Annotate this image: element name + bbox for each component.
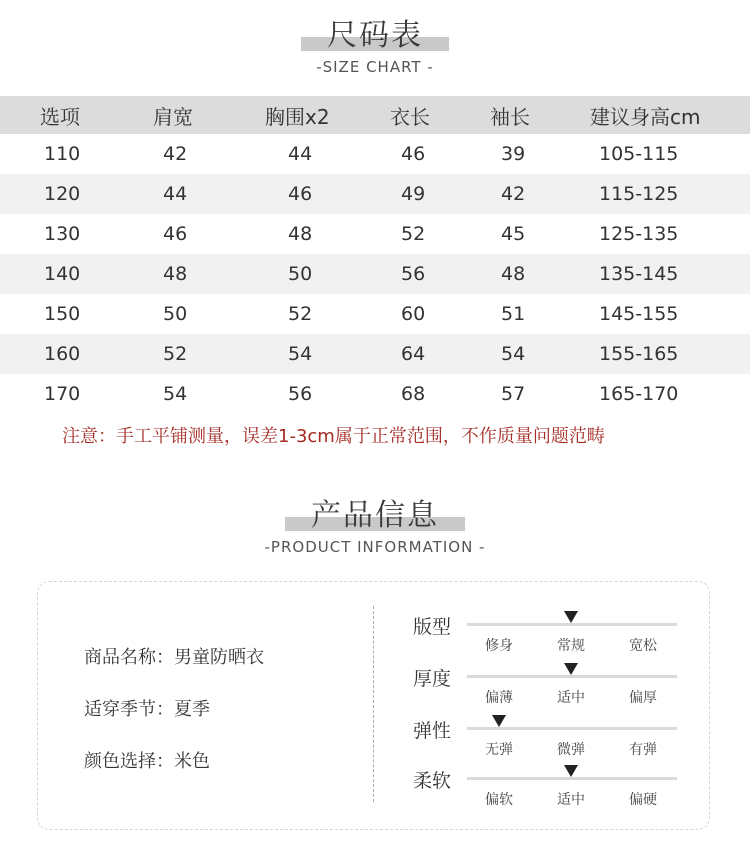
- table-cell: 120: [44, 183, 81, 205]
- table-cell: 68: [401, 383, 426, 405]
- table-cell: 39: [501, 143, 526, 165]
- table-cell: 115-125: [599, 183, 679, 205]
- info-label: 适穿季节：: [84, 699, 174, 720]
- attr-option: 宽松: [629, 638, 657, 654]
- product-info-heading: [0, 490, 750, 556]
- table-cell: 145-155: [599, 303, 679, 325]
- size-chart-heading: [0, 10, 750, 76]
- info-label: 商品名称：: [84, 647, 174, 668]
- table-cell: 155-165: [599, 343, 679, 365]
- attr-track-elasticity: [467, 727, 677, 730]
- table-cell: 140: [44, 263, 81, 285]
- table-cell: 54: [288, 343, 313, 365]
- info-product-name: [84, 643, 264, 669]
- table-cell: 52: [288, 303, 313, 325]
- header-cell-option: 选项: [40, 104, 80, 129]
- table-cell: 135-145: [599, 263, 679, 285]
- attr-option: 无弹: [485, 742, 513, 758]
- table-row: [0, 174, 750, 214]
- table-row: [0, 134, 750, 174]
- table-cell: 52: [401, 223, 426, 245]
- attr-option: 偏厚: [629, 690, 657, 706]
- table-cell: 150: [44, 303, 81, 325]
- attr-track-fit: [467, 623, 677, 626]
- product-info-subtitle: -PRODUCT INFORMATION -: [264, 538, 486, 556]
- table-header-row: [0, 96, 750, 134]
- attr-label-thickness: 厚度: [413, 668, 452, 690]
- table-cell: 46: [288, 183, 313, 205]
- table-cell: 46: [163, 223, 188, 245]
- table-cell: 56: [401, 263, 426, 285]
- table-cell: 52: [163, 343, 188, 365]
- table-cell: 42: [501, 183, 526, 205]
- table-cell: 170: [44, 383, 81, 405]
- size-table: [0, 96, 750, 414]
- info-color: [84, 747, 210, 773]
- table-cell: 46: [401, 143, 426, 165]
- table-row: [0, 214, 750, 254]
- attr-option: 修身: [485, 638, 513, 654]
- measurement-note: 注意：手工平铺测量，误差1-3cm属于正常范围，不作质量问题范畴: [62, 426, 605, 447]
- table-row: [0, 374, 750, 414]
- table-cell: 50: [163, 303, 188, 325]
- table-cell: 60: [401, 303, 426, 325]
- header-cell-chest: 胸围x2: [265, 104, 330, 129]
- table-cell: 48: [501, 263, 526, 285]
- attr-option: 常规: [557, 638, 585, 654]
- table-cell: 45: [501, 223, 526, 245]
- product-info-title-wrap: [311, 490, 439, 534]
- table-cell: 64: [401, 343, 426, 365]
- table-row: [0, 334, 750, 374]
- table-row: [0, 254, 750, 294]
- table-row: [0, 294, 750, 334]
- info-value: 男童防晒衣: [174, 647, 264, 668]
- table-cell: 51: [501, 303, 526, 325]
- size-chart-title: 尺码表: [327, 18, 423, 53]
- info-value: 米色: [174, 751, 210, 772]
- attr-track-softness: [467, 777, 677, 780]
- table-body: [0, 134, 750, 414]
- table-cell: 54: [501, 343, 526, 365]
- table-cell: 42: [163, 143, 188, 165]
- table-cell: 56: [288, 383, 313, 405]
- attr-option: 有弹: [629, 742, 657, 758]
- attr-option: 适中: [557, 792, 585, 808]
- info-value: 夏季: [174, 699, 210, 720]
- size-chart-subtitle: -SIZE CHART -: [316, 58, 434, 76]
- table-cell: 110: [44, 143, 81, 165]
- table-cell: 49: [401, 183, 426, 205]
- attr-label-elasticity: 弹性: [413, 720, 452, 742]
- attr-option: 偏硬: [629, 792, 657, 808]
- info-label: 颜色选择：: [84, 751, 174, 772]
- size-chart-title-wrap: [327, 10, 423, 54]
- table-cell: 160: [44, 343, 81, 365]
- attr-option: 微弹: [557, 742, 585, 758]
- header-cell-length: 衣长: [390, 104, 430, 129]
- header-cell-shoulder: 肩宽: [153, 104, 193, 129]
- product-info-title: 产品信息: [311, 498, 439, 533]
- table-cell: 44: [163, 183, 188, 205]
- info-divider: [373, 606, 374, 802]
- table-cell: 48: [288, 223, 313, 245]
- table-cell: 57: [501, 383, 526, 405]
- attr-marker-elasticity: [492, 715, 506, 727]
- table-cell: 105-115: [599, 143, 679, 165]
- table-cell: 44: [288, 143, 313, 165]
- attr-marker-fit: [564, 611, 578, 623]
- header-cell-sleeve: 袖长: [490, 104, 530, 129]
- attr-label-softness: 柔软: [413, 770, 452, 792]
- table-cell: 54: [163, 383, 188, 405]
- attr-option: 偏薄: [485, 690, 513, 706]
- attr-marker-thickness: [564, 663, 578, 675]
- table-cell: 50: [288, 263, 313, 285]
- table-cell: 130: [44, 223, 81, 245]
- attr-marker-softness: [564, 765, 578, 777]
- attr-label-fit: 版型: [413, 616, 452, 638]
- table-cell: 125-135: [599, 223, 679, 245]
- table-cell: 48: [163, 263, 188, 285]
- header-cell-height: 建议身高cm: [590, 104, 701, 129]
- attr-track-thickness: [467, 675, 677, 678]
- info-season: [84, 695, 210, 721]
- attr-option: 适中: [557, 690, 585, 706]
- attr-option: 偏软: [485, 792, 513, 808]
- table-cell: 165-170: [599, 383, 679, 405]
